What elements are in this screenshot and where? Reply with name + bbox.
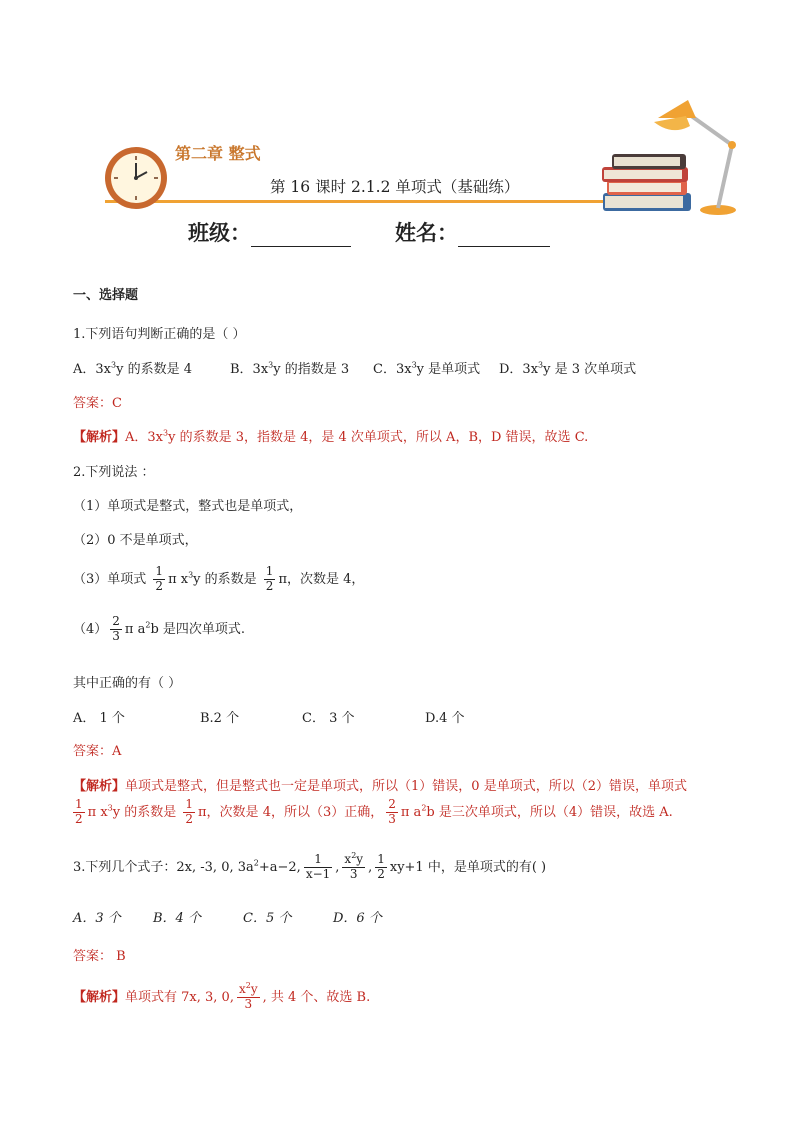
clock-icon — [105, 147, 167, 209]
name-label: 姓名： — [395, 221, 458, 245]
fraction: $\frac{1}{2}$ — [185, 797, 194, 826]
name-blank[interactable] — [458, 224, 550, 247]
fraction: $\frac{1}{2}$ — [377, 852, 385, 881]
fraction: $\frac{x^2y}{3}$ — [344, 851, 364, 881]
q2-analysis-line2: $\frac{1}{2}$ π $x^3y$ 的系数是 $\frac{1}{2}$ π，次数是 4，所以（3）正确， $\frac{2}{3}$ π $a^2b$ 是三次单项式，所以（4）错误，故选 A. — [75, 797, 673, 826]
q1-option-d: D．$3x^3y$ 是 3 次单项式 — [499, 360, 637, 377]
q1-option-c: C．$3x^3y$ 是单项式 — [373, 360, 481, 377]
q2-option-c: C． 3 个 — [302, 711, 355, 726]
q1-analysis: 【解析】A．$3x^3y$ 的系数是 3，指数是 4，是 4 次单项式，所以 A，B，D 错误，故选 C. — [73, 428, 589, 445]
q3-option-c: C．5 个 — [243, 911, 292, 926]
q2-option-a: A． 1 个 — [73, 711, 125, 726]
q2-statement-3: （3）单项式 $\frac{1}{2}$ π $x^3y$ 的系数是 $\frac{1}{2}$ π，次数是 4， — [73, 564, 365, 593]
q3-option-a: A．3 个 — [73, 911, 121, 926]
q2-which: 其中正确的有（ ） — [73, 676, 182, 691]
q2-statement-1: （1）单项式是整式，整式也是单项式， — [73, 499, 303, 514]
fraction: $\frac{x^2y}{3}$ — [238, 981, 258, 1011]
lesson-title: 第 16 课时 2.1.2 单项式（基础练） — [270, 178, 520, 196]
fraction: $\frac{2}{3}$ — [112, 614, 120, 643]
q1-option-b: B．$3x^3y$ 的指数是 3 — [230, 360, 350, 377]
q3-option-b: B．4 个 — [153, 911, 201, 926]
fraction: $\frac{1}{x-1}$ — [305, 852, 331, 881]
q1-answer: 答案：C — [73, 396, 122, 411]
q3-answer: 答案： B — [73, 949, 126, 964]
q2-answer: 答案：A — [73, 744, 122, 759]
chapter-title: 第二章 整式 — [175, 144, 261, 163]
fraction: $\frac{1}{2}$ — [265, 564, 274, 593]
q2-analysis-line1: 【解析】单项式是整式，但是整式也一定是单项式，所以（1）错误，0 是单项式，所以（2）错误，单项式 — [73, 779, 687, 794]
q3-stem: 3.下列几个式子：2x, -3, 0, $3a^2+a-2$, $\frac{1}{x-1}$ , $\frac{x^2y}{3}$ , $\frac{1}{2}$ xy+1 中，是单项式的有( ) — [73, 851, 547, 881]
q3-analysis: 【解析】单项式有 7x, 3, 0, $\frac{x^2y}{3}$ , 共 4 个、故选 B. — [73, 981, 371, 1011]
q2-option-b: B.2 个 — [200, 711, 240, 726]
q2-statement-2: （2）0 不是单项式， — [73, 533, 198, 548]
class-label: 班级： — [188, 221, 251, 245]
section-title: 一、选择题 — [73, 288, 139, 303]
q1-option-a: A．$3x^3y$ 的系数是 4 — [73, 360, 192, 377]
class-blank[interactable] — [251, 224, 351, 247]
fraction: $\frac{1}{2}$ — [155, 564, 164, 593]
books-icon — [602, 154, 691, 211]
fraction: $\frac{2}{3}$ — [388, 797, 396, 826]
q3-option-d: D．6 个 — [333, 911, 382, 926]
name-field — [395, 217, 550, 247]
q2-statement-4: （4） $\frac{2}{3}$ π $a^2b$ 是四次单项式. — [73, 614, 246, 643]
header-line — [105, 200, 615, 203]
fraction: $\frac{1}{2}$ — [75, 797, 83, 826]
q2-option-d: D.4 个 — [425, 711, 465, 726]
q1-stem: 1.下列语句判断正确的是（ ） — [73, 327, 246, 342]
class-field — [188, 217, 351, 247]
q2-stem: 2.下列说法 ： — [73, 465, 155, 480]
